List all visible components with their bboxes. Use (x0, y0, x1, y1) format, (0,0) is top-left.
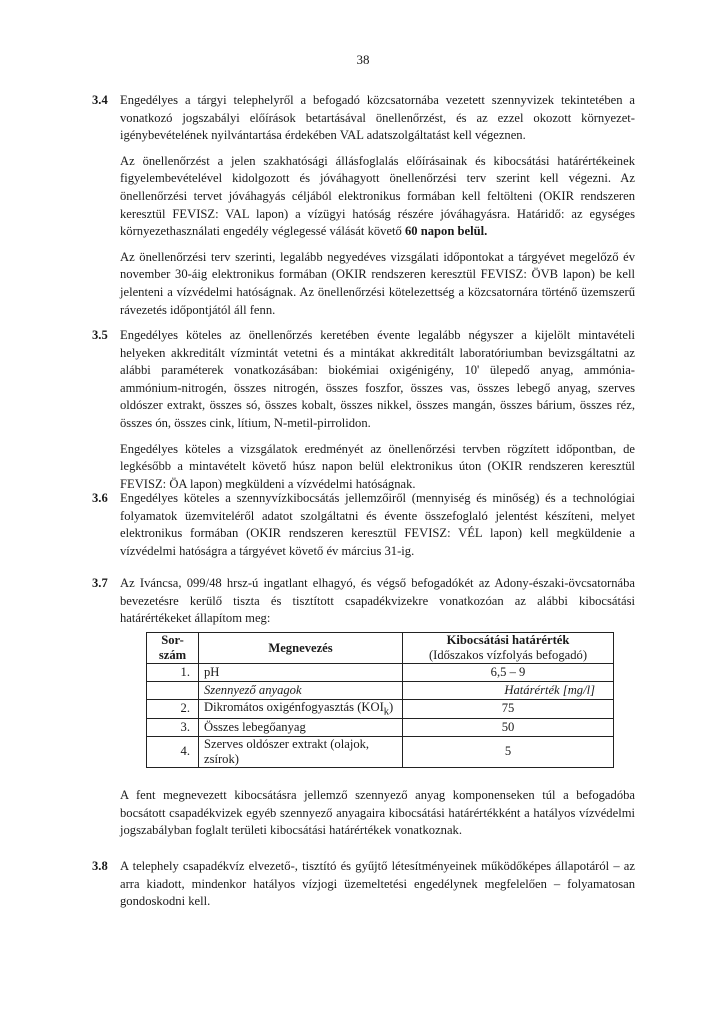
paragraph: A telephely csapadékvíz elvezető-, tisztító és gyűjtő létesítményeinek működőképes állapotáról – az arra kiadott, mindenkor hatályos vízjogi üzemeltetési engedélynek megfelelően – folyamatosan gondoskodni kell. (120, 859, 635, 909)
table-row: 2. Dikromátos oxigénfogyasztás $(KOI_k)$ 75 (147, 700, 614, 719)
section-number: 3.7 (92, 576, 108, 590)
deadline-text: 60 napon belül. (405, 224, 488, 239)
section-3-6 (92, 490, 635, 560)
page-number: 38 (356, 52, 370, 67)
col-limit-header: Kibocsátási határérték (Időszakos vízfolyás befogadó) (403, 633, 614, 664)
paragraph-text: Az önellenőrzést a jelen szakhatósági állásfoglalás előírásainak és kibocsátási határértékeinek figyelembevételével kidolgozott és jóváhagyott önellenőrzési terv szerint kell végezni. Az önellenőrzési tervet jóváhagyás céljából elektronikus formában kell feltölteni (OKIR rendszeren keresztül FEVISZ: VAL lapon) a vízügyi hatóság részére jóváhagyásra. Határidő: az egységes környezethasználati engedély véglegessé válását követő (120, 153, 635, 239)
table-row: 1. pH 6,5 – 9 (147, 664, 614, 682)
paragraph: Engedélyes a tárgyi telephelyről a befogadó közcsatornába vezetett szennyvizek tekintetében a vonatkozó jogszabályi előírások betartásával önellenőrzést, és az ezzel okozott környezet-igénybevételének nyilvántartása érdekében VAL adatszolgáltatást kell végeznen. (120, 93, 635, 143)
paragraph (120, 153, 635, 241)
col-number-header: Sor- szám (147, 633, 199, 664)
section-3-7 (92, 575, 635, 628)
paragraph: Az Iváncsa, 099/48 hrsz-ú ingatlant elhagyó, és végső befogadókét az Adony-északi-övcsatornába bevezetésre kerülő tiszta és tisztított csapadékvizekre vonatkozóan az alábbi kibocsátási határértékeket állapítom meg: (120, 576, 635, 626)
table-row: 3. Összes lebegőanyag 50 (147, 718, 614, 736)
paragraph: Engedélyes köteles a vizsgálatok eredményét az önellenőrzési tervben rögzített időpontban, de legkésőbb a mintavételt követő húsz napon belül elektronikus úton (OKIR rendszeren keresztül FEVISZ: ÖA lapon) megküldeni a vízvédelmi hatóságnak. (120, 441, 635, 491)
section-number: 3.6 (92, 491, 108, 505)
table-row: 4. Szerves oldószer extrakt (olajok, zsírok) 5 (147, 736, 614, 767)
emission-limits-table (146, 632, 614, 768)
section-number: 3.4 (92, 93, 108, 107)
table-subheader-row: Szennyező anyagok Határérték [mg/l] (147, 682, 614, 700)
section-3-5 (92, 327, 635, 493)
paragraph: Engedélyes köteles a szennyvízkibocsátás jellemzőiről (mennyiség és minőség) és a technológiai folyamatok üzemviteléről adatot szolgáltatni és évente összefoglaló jelentést készíteni, melyet elektronikus formában (OKIR rendszeren keresztül FEVISZ: VÉL lapon) kell megküldenie a vízvédelmi hatóságra a tárgyévet követő év március 31-ig. (120, 491, 635, 558)
section-3-4 (92, 92, 635, 319)
section-number: 3.5 (92, 328, 108, 342)
table-header-row (147, 633, 614, 664)
section-3-7-continued (120, 787, 635, 840)
paragraph: Engedélyes köteles az önellenőrzés keretében évente legalább négyszer a kijelölt mintavételi helyeken akkreditált vízmintát vetetni és a mintákat akkreditált laboratóriumban bevizsgáltatni az alábbi paraméterek vonatkozásában: biokémiai oxigénigény, 10' ülepedő anyag, ammónia-ammónium-nitrogén, összes nitrogén, összes foszfor, összes vas, összes lebegő anyag, szerves oldószer extrakt, összes só, összes kobalt, összes nikkel, összes mangán, összes bárium, összes réz, összes ón, összes cink, lítium, N-metil-pirrolidon. (120, 328, 635, 430)
paragraph: A fent megnevezett kibocsátásra jellemző szennyező anyag komponenseken túl a befogadóba bocsátott csapadékvizek egyéb szennyező anyagaira kibocsátási határértékként a hatályos vízvédelmi jogszabályban foglalt területi kibocsátási határértékek vonatkoznak. (120, 788, 635, 838)
paragraph: Az önellenőrzési terv szerinti, legalább negyedéves vizsgálati időpontokat a tárgyévet megelőző év november 30-áig elektronikus formában (OKIR rendszeren keresztül FEVISZ: ÖVB lapon) be kell jelenteni a vízvédelmi hatóságnak. Az önellenőrzési kötelezettség a közcsatornára történő üzemszerű rávezetés időpontjától áll fenn. (120, 249, 635, 317)
section-number: 3.8 (92, 859, 108, 873)
section-3-8 (92, 858, 635, 911)
col-name-header: Megnevezés (199, 633, 403, 664)
